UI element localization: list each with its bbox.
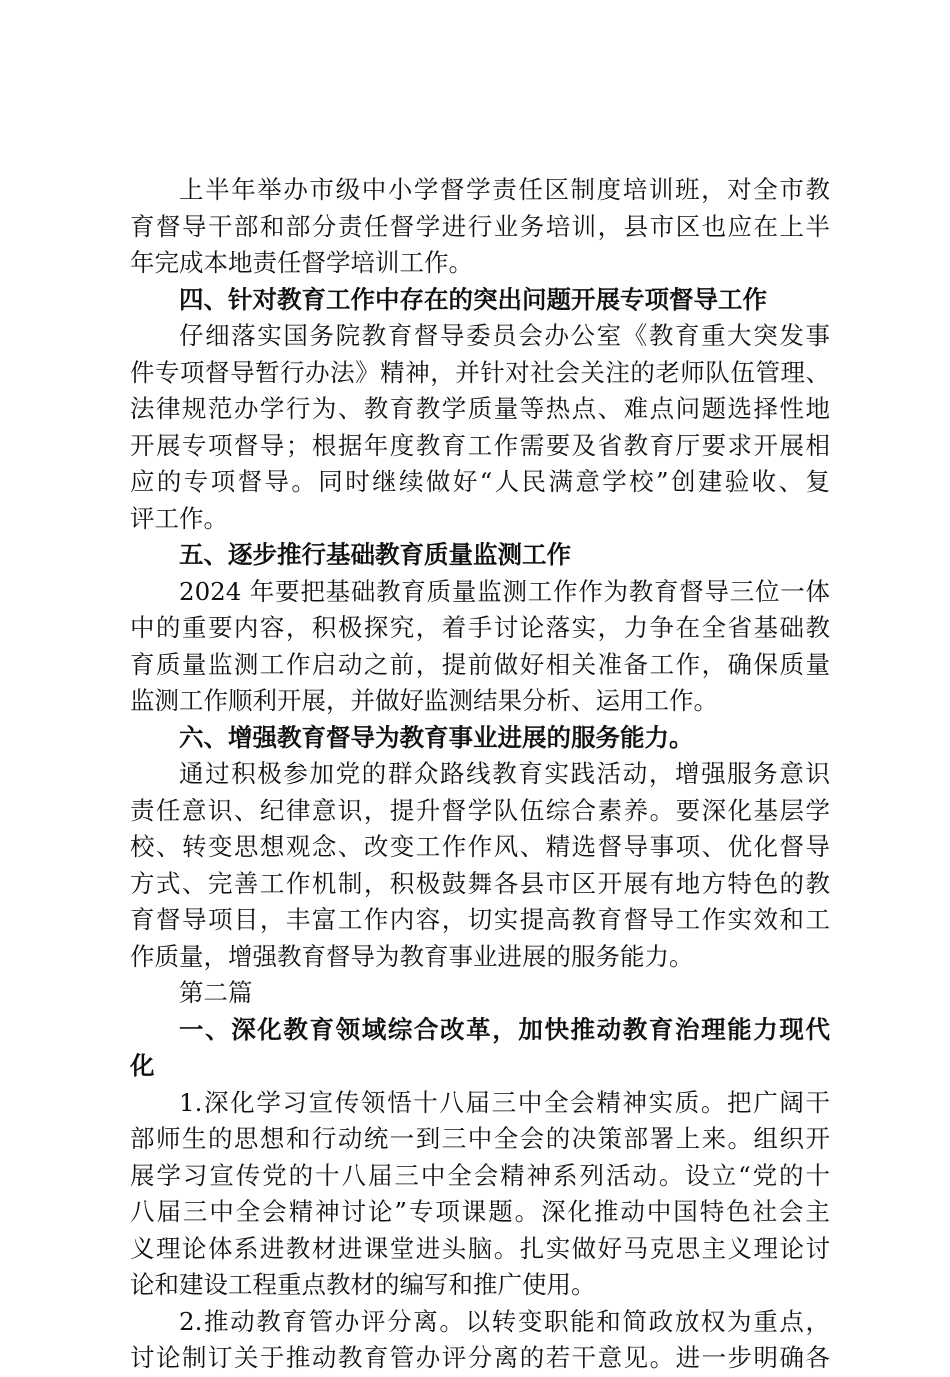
text-line: 评工作。 <box>130 503 228 533</box>
text-line: 1.深化学习宣传领悟十八届三中全会精神实质。把广阔干 <box>179 1087 830 1117</box>
text-line: 展学习宣传党的十八届三中全会精神系列活动。设立“党的十 <box>130 1160 830 1190</box>
text-line: 2024 年要把基础教育质量监测工作作为教育督导三位一体 <box>179 576 830 606</box>
text-line: 年完成本地责任督学培训工作。 <box>130 248 473 277</box>
text-line: 作质量，增强教育督导为教育事业进展的服务能力。 <box>130 941 694 971</box>
document-body <box>130 172 830 1377</box>
section-heading-line: 化 <box>130 1051 155 1080</box>
text-line: 部师生的思想和行动统一到三中全会的决策部署上来。组织开 <box>130 1124 830 1153</box>
text-line: 责任意识、纪律意识，提升督学队伍综合素养。要深化基层学 <box>130 795 830 825</box>
text-line: 应的专项督导。同时继续做好“人民满意学校”创建验收、复 <box>130 467 830 496</box>
text-line: 上半年举办市级中小学督学责任区制度培训班，对全市教 <box>179 175 830 204</box>
section-heading-line: 四、针对教育工作中存在的突出问题开展专项督导工作 <box>179 284 767 314</box>
text-line: 中的重要内容，积极探究，着手讨论落实，力争在全省基础教 <box>130 613 830 642</box>
section-heading-line: 一、深化教育领域综合改革，加快推动教育治理能力现代 <box>179 1014 830 1044</box>
text-line: 义理论体系进教材进课堂进头脑。扎实做好马克思主义理论讨 <box>130 1233 830 1263</box>
text-line: 第二篇 <box>179 978 253 1007</box>
text-line: 通过积极参加党的群众路线教育实践活动，增强服务意识 <box>179 759 830 788</box>
text-line: 监测工作顺利开展，并做好监测结果分析、运用工作。 <box>130 686 718 715</box>
text-line: 论和建设工程重点教材的编写和推广使用。 <box>130 1270 596 1299</box>
text-line: 件专项督导暂行办法》精神，并针对社会关注的老师队伍管理、 <box>130 357 830 387</box>
text-line: 开展专项督导；根据年度教育工作需要及省教育厅要求开展相 <box>130 430 830 460</box>
text-line: 方式、完善工作机制，积极鼓舞各县市区开展有地方特色的教 <box>130 868 830 898</box>
text-line: 育督导干部和部分责任督学进行业务培训，县市区也应在上半 <box>130 211 830 241</box>
section-heading-line: 六、增强教育督导为教育事业进展的服务能力。 <box>179 722 694 752</box>
text-line: 校、转变思想观念、改变工作作风、精选督导事项、优化督导 <box>130 832 830 861</box>
text-line: 2.推动教育管办评分离。以转变职能和简政放权为重点， <box>179 1306 830 1336</box>
text-line: 仔细落实国务院教育督导委员会办公室《教育重大突发事 <box>179 321 830 350</box>
text-line: 育督导项目，丰富工作内容，切实提高教育督导工作实效和工 <box>130 905 830 934</box>
text-line: 法律规范办学行为、教育教学质量等热点、难点问题选择性地 <box>130 394 830 423</box>
text-line: 八届三中全会精神讨论”专项课题。深化推动中国特色社会主 <box>130 1197 830 1226</box>
text-line: 育质量监测工作启动之前，提前做好相关准备工作，确保质量 <box>130 649 830 679</box>
text-line: 讨论制订关于推动教育管办评分离的若干意见。进一步明确各 <box>130 1343 830 1372</box>
section-heading-line: 五、逐步推行基础教育质量监测工作 <box>179 540 571 569</box>
